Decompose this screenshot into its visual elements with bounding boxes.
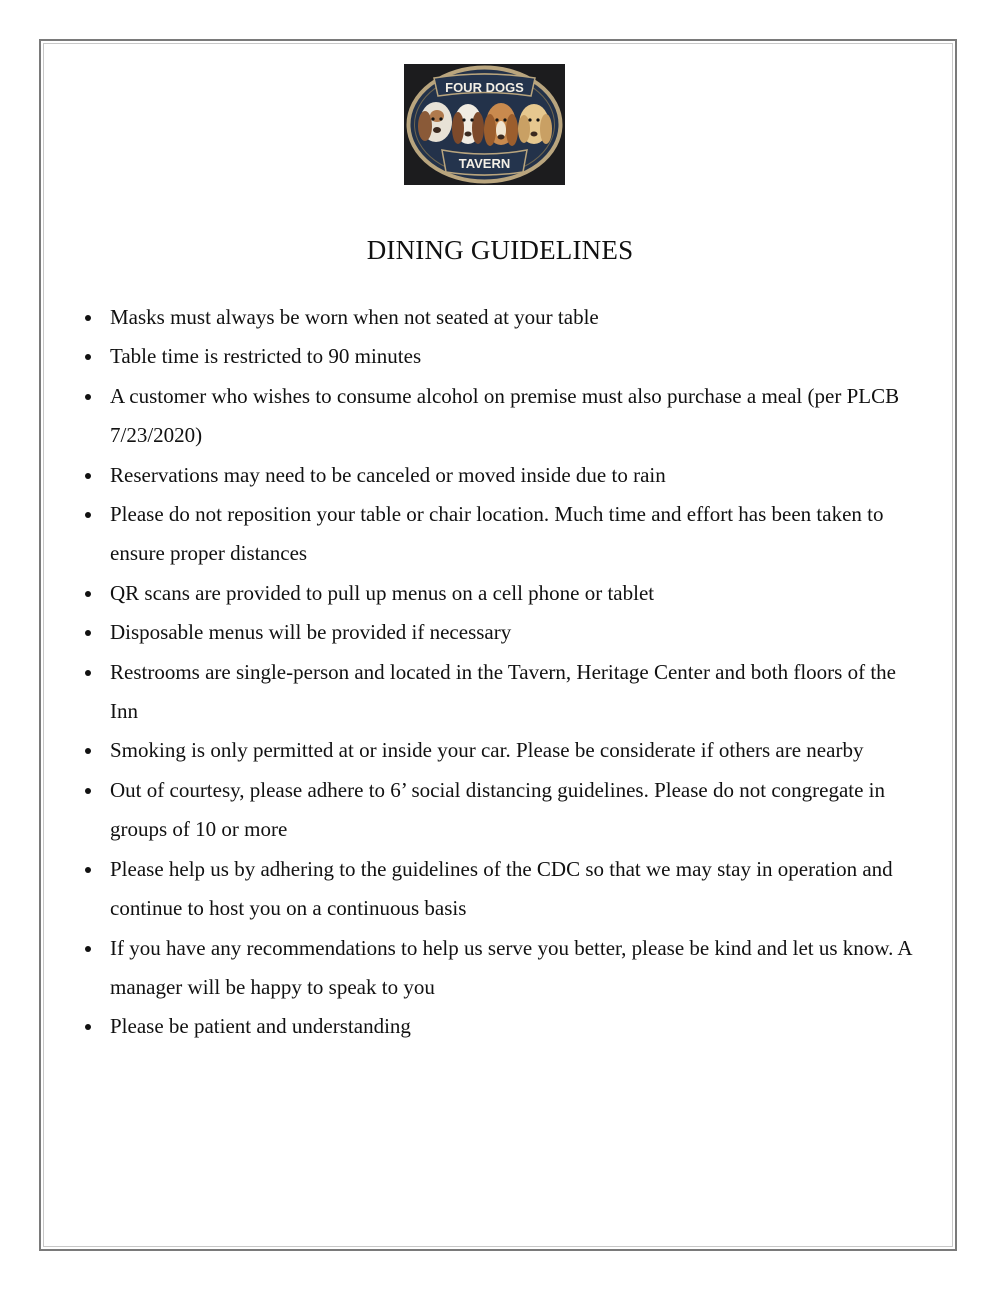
logo-top-text: FOUR DOGS <box>445 80 524 95</box>
list-item: Smoking is only permitted at or inside your car. Please be considerate if others are nearby <box>110 731 920 770</box>
list-item: Please be patient and understanding <box>110 1007 920 1046</box>
list-item: QR scans are provided to pull up menus on a cell phone or tablet <box>110 574 920 613</box>
page-title: DINING GUIDELINES <box>366 235 634 265</box>
list-item: Please help us by adhering to the guidelines of the CDC so that we may stay in operation and continue to host you on a continuous basis <box>110 850 920 929</box>
guidelines-list <box>110 298 920 1047</box>
list-item: Disposable menus will be provided if necessary <box>110 613 920 652</box>
logo-bottom-text: TAVERN <box>458 156 511 171</box>
list-item: Out of courtesy, please adhere to 6’ social distancing guidelines. Please do not congregate in groups of 10 or more <box>110 771 920 850</box>
list-item: Restrooms are single-person and located in the Tavern, Heritage Center and both floors of the Inn <box>110 653 920 732</box>
four-dogs-tavern-logo <box>404 64 565 185</box>
list-item: Masks must always be worn when not seated at your table <box>110 298 920 337</box>
list-item: Reservations may need to be canceled or moved inside due to rain <box>110 456 920 495</box>
list-item: If you have any recommendations to help us serve you better, please be kind and let us know. A manager will be happy to speak to you <box>110 929 920 1008</box>
list-item: Please do not reposition your table or chair location. Much time and effort has been taken to ensure proper distances <box>110 495 920 574</box>
list-item: A customer who wishes to consume alcohol on premise must also purchase a meal (per PLCB 7/23/2020) <box>110 377 920 456</box>
list-item: Table time is restricted to 90 minutes <box>110 337 920 376</box>
